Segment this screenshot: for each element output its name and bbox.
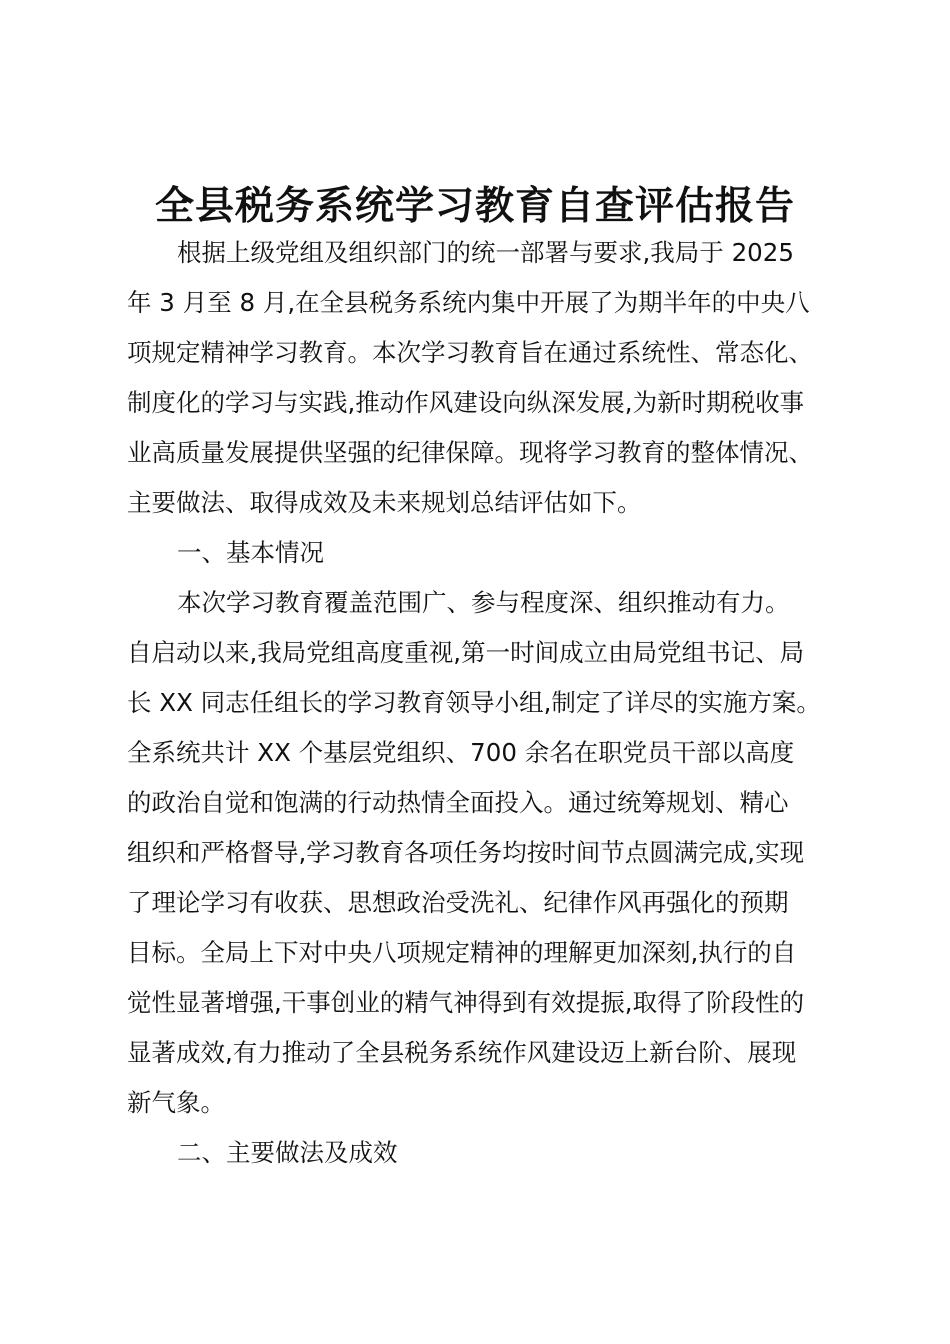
paragraph-2-line-3: 长 XX 同志任组长的学习教育领导小组,制定了详尽的实施方案。 [127, 688, 821, 717]
section-heading-1: 一、基本情况 [177, 538, 324, 567]
paragraph-2-line-7: 了理论学习有收获、思想政治受洗礼、纪律作风再强化的预期 [127, 888, 789, 917]
paragraph-2-line-6: 组织和严格督导,学习教育各项任务均按时间节点圆满完成,实现 [127, 838, 805, 867]
paragraph-2-line-9: 觉性显著增强,干事创业的精气神得到有效提振,取得了阶段性的 [127, 988, 805, 1017]
document-title: 全县税务系统学习教育自查评估报告 [154, 183, 795, 229]
paragraph-2-line-8: 目标。全局上下对中央八项规定精神的理解更加深刻,执行的自 [127, 938, 797, 967]
paragraph-2-line-2: 自启动以来,我局党组高度重视,第一时间成立由局党组书记、局 [127, 638, 805, 667]
paragraph-2-line-11: 新气象。 [127, 1088, 225, 1117]
paragraph-1-line-6: 主要做法、取得成效及未来规划总结评估如下。 [127, 488, 642, 517]
paragraph-1-line-5: 业高质量发展提供坚强的纪律保障。现将学习教育的整体情况、 [127, 438, 813, 467]
paragraph-1-line-2: 年 3 月至 8 月,在全县税务系统内集中开展了为期半年的中央八 [127, 288, 810, 317]
paragraph-2-line-1: 本次学习教育覆盖范围广、参与程度深、组织推动有力。 [177, 588, 790, 617]
section-heading-2: 二、主要做法及成效 [177, 1138, 398, 1167]
paragraph-1-line-3: 项规定精神学习教育。本次学习教育旨在通过系统性、常态化、 [127, 338, 813, 367]
paragraph-2-line-4: 全系统共计 XX 个基层党组织、700 余名在职党员干部以高度 [127, 738, 795, 767]
paragraph-1-line-4: 制度化的学习与实践,推动作风建设向纵深发展,为新时期税收事 [127, 388, 805, 417]
paragraph-2-line-5: 的政治自觉和饱满的行动热情全面投入。通过统筹规划、精心 [127, 788, 789, 817]
paragraph-2-line-10: 显著成效,有力推动了全县税务系统作风建设迈上新台阶、展现 [127, 1038, 797, 1067]
paragraph-1-line-1: 根据上级党组及组织部门的统一部署与要求,我局于 2025 [177, 238, 794, 267]
